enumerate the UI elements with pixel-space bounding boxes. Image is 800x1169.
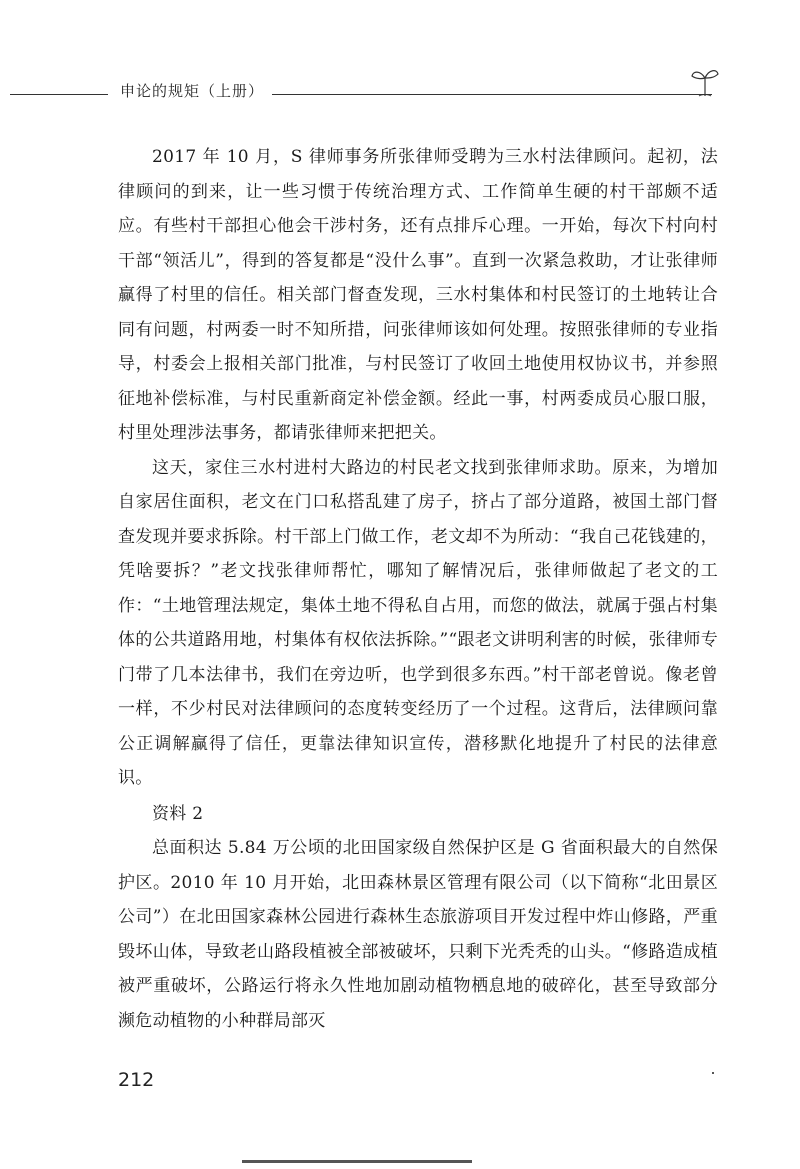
scan-speck bbox=[712, 1072, 714, 1074]
header-rule-left bbox=[10, 94, 108, 95]
running-header bbox=[10, 72, 730, 102]
body-text bbox=[118, 140, 718, 1038]
header-rule-right bbox=[272, 94, 712, 95]
paragraph-1: 2017 年 10 月，S 律师事务所张律师受聘为三水村法律顾问。起初，法律顾问的到来，让一些习惯于传统治理方式、工作简单生硬的村干部颇不适应。有些村干部担心他会干涉村务，还有点排斥心理。一开始，每次下村向村干部“领活儿”，得到的答复都是“没什么事”。直到一次紧急救助，才让张律师赢得了村里的信任。相关部门督查发现，三水村集体和村民签订的土地转让合同有问题，村两委一时不知所措，问张律师该如何处理。按照张律师的专业指导，村委会上报相关部门批准，与村民签订了收回土地使用权协议书，并参照征地补偿标准，与村民重新商定补偿金额。经此一事，村两委成员心服口服，村里处理涉法事务，都请张律师来把把关。 bbox=[118, 147, 718, 443]
paragraph-3: 总面积达 5.84 万公顷的北田国家级自然保护区是 G 省面积最大的自然保护区。2010 年 10 月开始，北田森林景区管理有限公司（以下简称“北田景区公司”）在北田国家森林公园进行森林生态旅游项目开发过程中炸山修路，严重毁坏山体，导致老山路段植被全部被破坏，只剩下光秃秃的山头。“修路造成植被严重破坏，公路运行将永久性地加剧动植物栖息地的破碎化，甚至导致部分濒危动植物的小种群局部灭 bbox=[118, 838, 718, 1031]
book-title: 申论的规矩（上册） bbox=[120, 82, 265, 100]
sprout-icon bbox=[690, 66, 720, 100]
scan-footer-artifact bbox=[242, 1158, 472, 1169]
section-label: 资料 2 bbox=[152, 803, 204, 824]
paragraph-2: 这天，家住三水村进村大路边的村民老文找到张律师求助。原来，为增加自家居住面积，老文在门口私搭乱建了房子，挤占了部分道路，被国土部门督查发现并要求拆除。村干部上门做工作，老文却不为所动：“我自己花钱建的，凭啥要拆？”老文找张律师帮忙，哪知了解情况后，张律师做起了老文的工作：“土地管理法规定，集体土地不得私自占用，而您的做法，就属于强占村集体的公共道路用地，村集体有权依法拆除。”“跟老文讲明利害的时候，张律师专门带了几本法律书，我们在旁边听，也学到很多东西。”村干部老曾说。像老曾一样，不少村民对法律顾问的态度转变经历了一个过程。这背后，法律顾问靠公正调解赢得了信任，更靠法律知识宣传，潜移默化地提升了村民的法律意识。 bbox=[118, 457, 718, 788]
page-number: 212 bbox=[118, 1069, 155, 1091]
